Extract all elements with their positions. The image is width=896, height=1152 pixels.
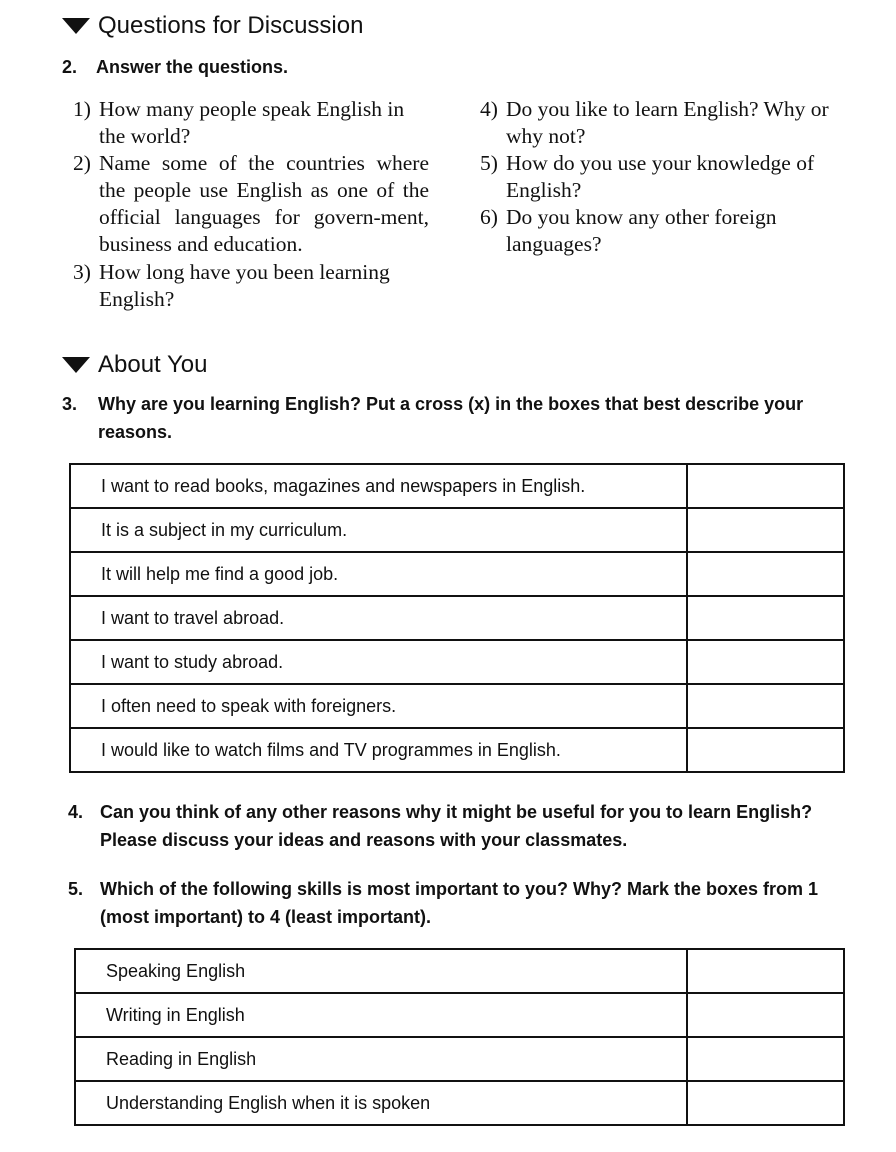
exercise-2-instruction	[62, 53, 842, 81]
question-text: Name some of the countries where the people use English as one of the official languages for govern-ment, business and education.	[99, 151, 429, 256]
question-text: Do you like to learn English? Why or why not?	[506, 97, 829, 148]
instruction-text: Can you think of any other reasons why it might be useful for you to learn English? Please discuss your ideas and reasons with your classmates.	[100, 802, 813, 850]
table-row	[70, 728, 844, 772]
reason-checkbox[interactable]	[687, 596, 844, 640]
triangle-down-icon	[62, 18, 90, 34]
question-number: 2)	[73, 151, 91, 175]
exercise-3-instruction	[62, 390, 848, 446]
reason-checkbox[interactable]	[687, 684, 844, 728]
table-row	[75, 1081, 844, 1125]
reason-checkbox[interactable]	[687, 464, 844, 508]
exercise-number: 3.	[62, 394, 78, 414]
exercise-number: 2.	[62, 57, 78, 77]
section-heading-text: About You	[98, 351, 208, 378]
instruction-text: Answer the questions.	[96, 57, 289, 77]
question-3	[73, 259, 429, 313]
table-row	[75, 993, 844, 1037]
reason-checkbox[interactable]	[687, 640, 844, 684]
reason-label: I often need to speak with foreigners.	[70, 684, 687, 728]
reason-label: I want to read books, magazines and newspapers in English.	[70, 464, 687, 508]
table-row	[75, 1037, 844, 1081]
triangle-down-icon	[62, 357, 90, 373]
instruction-text: Which of the following skills is most important to you? Why? Mark the boxes from 1 (most important) to 4 (least important).	[100, 879, 819, 927]
reason-checkbox[interactable]	[687, 508, 844, 552]
reason-label: I would like to watch films and TV programmes in English.	[70, 728, 687, 772]
section-heading-discussion	[62, 12, 363, 40]
question-text: Do you know any other foreign languages?	[506, 205, 777, 256]
question-number: 5)	[480, 151, 498, 175]
table-row	[70, 464, 844, 508]
question-2	[73, 150, 429, 258]
question-number: 3)	[73, 260, 91, 284]
exercise-4-instruction	[68, 798, 848, 854]
table-row	[70, 552, 844, 596]
reason-label: I want to travel abroad.	[70, 596, 687, 640]
instruction-text: Why are you learning English? Put a cross (x) in the boxes that best describe your reasons.	[98, 394, 804, 442]
question-1	[73, 96, 429, 150]
skill-label: Reading in English	[75, 1037, 687, 1081]
exercise-number: 4.	[68, 802, 84, 822]
reason-checkbox[interactable]	[687, 728, 844, 772]
question-4	[480, 96, 844, 150]
table-row	[70, 596, 844, 640]
table-row	[70, 684, 844, 728]
skill-rank-box[interactable]	[687, 993, 844, 1037]
question-text: How do you use your knowledge of English?	[506, 151, 815, 202]
question-text: How many people speak English in the world?	[99, 97, 405, 148]
exercise-5-instruction	[68, 875, 848, 931]
skill-label: Understanding English when it is spoken	[75, 1081, 687, 1125]
reason-label: I want to study abroad.	[70, 640, 687, 684]
skills-table	[74, 948, 845, 1126]
question-number: 6)	[480, 205, 498, 229]
skill-label: Speaking English	[75, 949, 687, 993]
table-row	[70, 640, 844, 684]
section-heading-text: Questions for Discussion	[98, 12, 364, 39]
table-row	[75, 949, 844, 993]
question-6	[480, 204, 844, 258]
reason-label: It will help me find a good job.	[70, 552, 687, 596]
skill-label: Writing in English	[75, 993, 687, 1037]
section-heading-about	[62, 351, 207, 379]
question-5	[480, 150, 844, 204]
question-text: How long have you been learning English?	[99, 260, 390, 311]
reasons-table	[69, 463, 845, 773]
question-number: 4)	[480, 97, 498, 121]
reason-label: It is a subject in my curriculum.	[70, 508, 687, 552]
question-number: 1)	[73, 97, 91, 121]
skill-rank-box[interactable]	[687, 949, 844, 993]
skill-rank-box[interactable]	[687, 1037, 844, 1081]
exercise-number: 5.	[68, 879, 84, 899]
skill-rank-box[interactable]	[687, 1081, 844, 1125]
reason-checkbox[interactable]	[687, 552, 844, 596]
table-row	[70, 508, 844, 552]
